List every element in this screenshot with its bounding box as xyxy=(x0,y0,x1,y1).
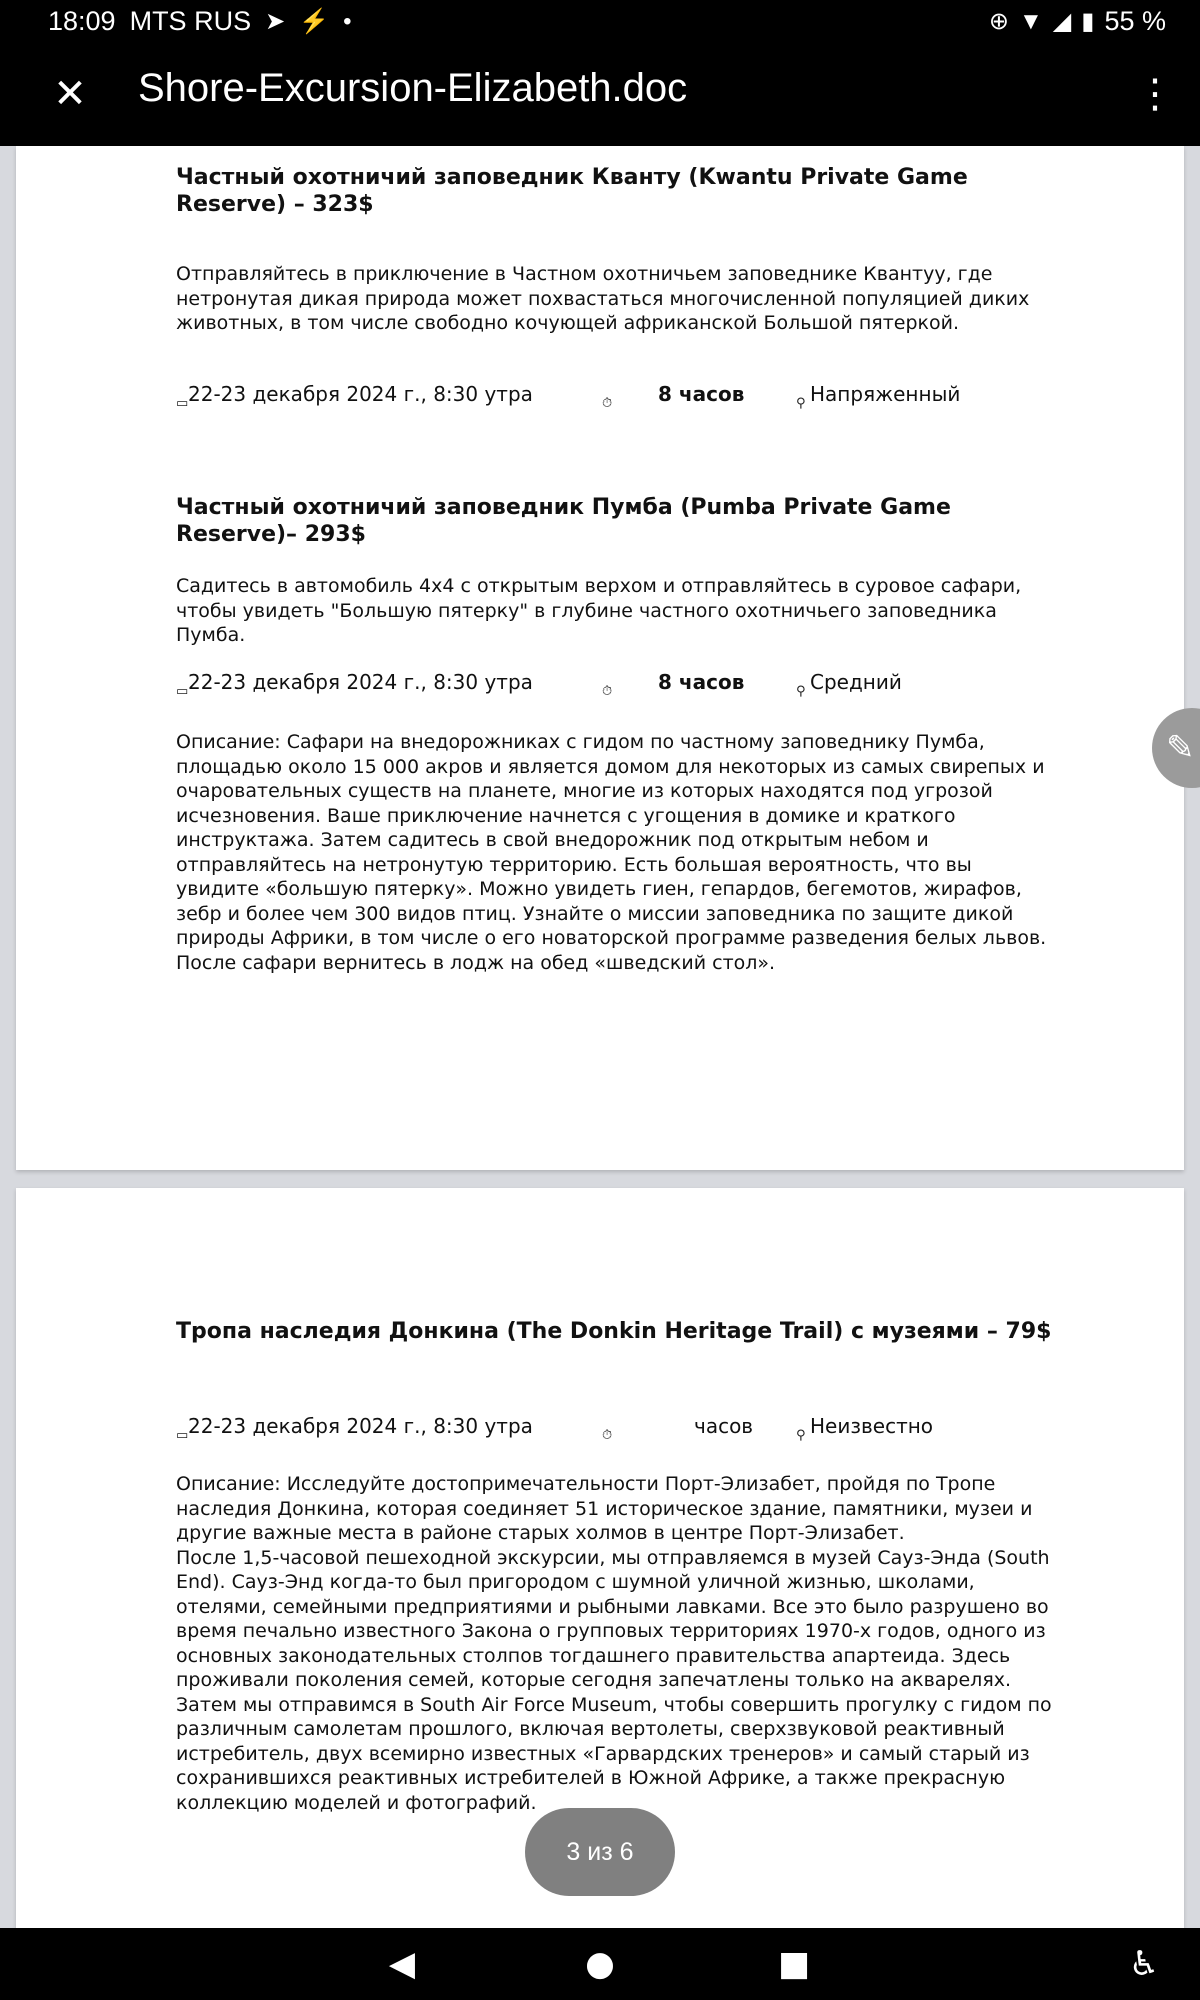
status-right xyxy=(989,6,1166,37)
calendar-icon: ▭ xyxy=(176,396,189,411)
excursion-level: Напряженный xyxy=(810,382,961,406)
excursion-level: Средний xyxy=(810,670,902,694)
calendar-icon: ▭ xyxy=(176,1428,189,1443)
back-icon[interactable]: ◀ xyxy=(388,1944,416,1984)
signal-icon: ◢ xyxy=(1052,7,1072,35)
telegram-icon: ➤ xyxy=(265,7,286,35)
edit-icon[interactable]: ✎ xyxy=(1152,708,1200,788)
excursion-intro: Садитесь в автомобиль 4х4 с открытым верхом и отправляйтесь в суровое сафари, чтобы увидеть "Большую пятерку" в глубине частного охотничьего заповедника Пумба. xyxy=(176,575,1022,646)
excursion-description: Описание: Исследуйте достопримечательности Порт-Элизабет, пройдя по Тропе наследия Донкина, которая соединяет 51 историческое здание, памятники, музеи и другие важные места в районе старых холмов в центре Порт-Элизабет. После 1,5-часовой пешеходной экскурсии, мы отправляемся в музей Сауз-Энда (South End). Сауз-Энд когда-то был пригородом с шумной уличной жизнью, школами, отелями, семейными предприятиями и рыбными лавками. Все это было разрушено во время печально известного Закона о групповых территориях 1970-х годов, одного из основных законодательных столпов тогдашнего правительства апартеида. Здесь проживали поколения семей, которые сегодня запечатлены только на акварелях. Затем мы отправимся в South Air Force Museum, чтобы совершить прогулку с гидом по различным самолетам прошлого, включая вертолеты, сверхзвуковой реактивный истребитель, двух всемирно известных «Гарвардских тренеров» и самый старый из сохранившихся реактивных истребителей в Южной Африке, а также прекрасную коллекцию моделей и фотографий. xyxy=(176,1473,1052,1814)
more-vert-icon[interactable]: ⋮ xyxy=(1135,71,1175,117)
timer-icon: ⏱ xyxy=(602,1428,613,1443)
excursion-duration: часов xyxy=(694,1414,754,1438)
lightning-icon: ⚡ xyxy=(299,7,330,35)
battery-icon: ▮ xyxy=(1081,7,1095,35)
status-time: 18:09 xyxy=(48,6,116,36)
timer-icon: ⏱ xyxy=(602,396,613,411)
excursion-date: 22-23 декабря 2024 г., 8:30 утра xyxy=(188,382,533,406)
battery-level: 55 % xyxy=(1104,6,1166,36)
excursion-title: Тропа наследия Донкина (The Donkin Heritage Trail) с музеями – 79$ xyxy=(176,1319,1052,1344)
document-title: Shore-Excursion-Elizabeth.doc xyxy=(138,66,688,110)
document-page-1[interactable] xyxy=(16,146,1184,1170)
timer-icon: ⏱ xyxy=(602,684,613,699)
home-icon[interactable]: ● xyxy=(585,1944,615,1984)
app-bar xyxy=(0,42,1200,146)
status-bar xyxy=(0,0,1200,42)
hiking-icon: ⚲ xyxy=(796,396,806,411)
recents-icon[interactable]: ■ xyxy=(777,1944,811,1984)
excursion-duration: 8 часов xyxy=(658,382,745,406)
system-nav-bar xyxy=(0,1928,1200,2000)
excursion-title: Частный охотничий заповедник Пумба (Pumba Private Game Reserve)– 293$ xyxy=(176,495,951,547)
excursion-level: Неизвестно xyxy=(810,1414,934,1438)
excursion-meta xyxy=(176,382,1056,422)
dot-icon: • xyxy=(343,7,352,35)
excursion-date: 22-23 декабря 2024 г., 8:30 утра xyxy=(188,670,533,694)
close-icon[interactable]: ✕ xyxy=(53,71,87,117)
accessibility-icon[interactable]: ♿ xyxy=(1128,1944,1160,1984)
data-saver-icon: ⊕ xyxy=(988,7,1009,35)
excursion-date: 22-23 декабря 2024 г., 8:30 утра xyxy=(188,1414,533,1438)
excursion-meta xyxy=(176,670,1056,710)
status-carrier: MTS RUS xyxy=(129,6,252,36)
excursion-title: Частный охотничий заповедник Кванту (Kwantu Private Game Reserve) – 323$ xyxy=(176,165,968,217)
excursion-duration: 8 часов xyxy=(658,670,745,694)
excursion-description: Описание: Сафари на внедорожниках с гидом по частному заповеднику Пумба, площадью около 15 000 акров и является домом для некоторых из самых свирепых и очаровательных существ на планете, многие из которых находятся под угрозой исчезновения. Ваше приключение начнется с угощения в домике и краткого инструктажа. Затем садитесь в свой внедорожник под открытым небом и отправляйтесь на нетронутую территорию. Есть большая вероятность, что вы увидите «большую пятерку». Можно увидеть гиен, гепардов, бегемотов, жирафов, зебр и более чем 300 видов птиц. Узнайте о миссии заповедника по защите дикой природы Африки, в том числе о его новаторской программе разведения белых львов. После сафари вернитесь в лодж на обед «шведский стол». xyxy=(176,731,1047,974)
status-left xyxy=(48,6,351,37)
excursion-intro: Отправляйтесь в приключение в Частном охотничьем заповеднике Квантуу, где нетронутая дикая природа может похвастаться многочисленной популяцией диких животных, в том числе свободно кочующей африканской Большой пятеркой. xyxy=(176,263,1030,334)
hiking-icon: ⚲ xyxy=(796,1428,806,1443)
hiking-icon: ⚲ xyxy=(796,684,806,699)
calendar-icon: ▭ xyxy=(176,684,189,699)
excursion-meta xyxy=(176,1414,1056,1454)
wifi-icon: ▼ xyxy=(1019,7,1043,35)
page-indicator: 3 из 6 xyxy=(525,1808,675,1896)
